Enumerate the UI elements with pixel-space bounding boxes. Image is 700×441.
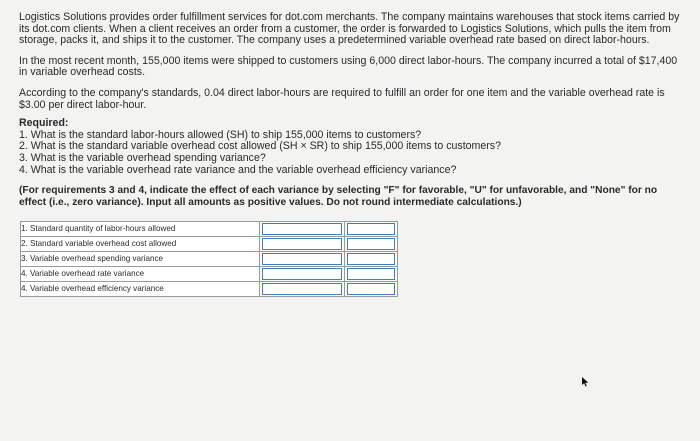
table-row <box>21 236 398 251</box>
mouse-pointer-icon <box>582 377 590 387</box>
effect-select-1[interactable] <box>347 223 395 235</box>
row-label: 4. Variable overhead efficiency variance <box>21 281 260 296</box>
effect-select-4[interactable] <box>347 268 395 280</box>
table-row <box>21 281 398 296</box>
amount-input-5[interactable] <box>262 283 342 295</box>
row-label: 4. Variable overhead rate variance <box>21 266 260 281</box>
recent-month-paragraph: In the most recent month, 155,000 items were shipped to customers using 6,000 direct labor-hours. The company incurred a total of $17,400 in variable overhead costs. <box>19 54 678 79</box>
effect-select-2[interactable] <box>347 238 395 250</box>
required-item-2: 2. What is the standard variable overhead cost allowed (SH × SR) to ship 155,000 items to customers? <box>19 140 501 153</box>
table-row <box>21 221 398 236</box>
required-item-4: 4. What is the variable overhead rate variance and the variable overhead efficiency variance? <box>19 163 457 176</box>
row-label: 2. Standard variable overhead cost allowed <box>21 236 260 251</box>
intro-paragraph: Logistics Solutions provides order fulfillment services for dot.com merchants. The company maintains warehouses that stock items carried by its dot.com clients. When a client receives an order from a customer, the order is forwarded to Logistics Solutions, which pulls the item from storage, packs it, and ships it to the customer. The company uses a predetermined variable overhead rate based on direct labor-hours. <box>19 11 680 47</box>
instruction-text: (For requirements 3 and 4, indicate the effect of each variance by selecting "F" for favorable, "U" for unfavorable, and "None" for no effect (i.e., zero variance). Input all amounts as positive values. Do not round intermediate calculations.) <box>19 185 658 208</box>
required-item-3: 3. What is the variable overhead spending variance? <box>19 151 266 164</box>
table-row <box>21 251 398 266</box>
amount-input-2[interactable] <box>262 238 342 250</box>
table-row <box>21 266 398 281</box>
standards-paragraph: According to the company's standards, 0.04 direct labor-hours are required to fulfill an order for one item and the variable overhead rate is $3.00 per direct labor-hour. <box>19 86 665 111</box>
required-heading: Required: <box>19 117 69 130</box>
required-list <box>19 130 683 176</box>
amount-input-3[interactable] <box>262 253 342 265</box>
effect-select-3[interactable] <box>347 253 395 265</box>
row-label: 3. Variable overhead spending variance <box>21 251 260 266</box>
effect-select-5[interactable] <box>347 283 395 295</box>
row-label: 1. Standard quantity of labor-hours allowed <box>21 221 260 236</box>
amount-input-4[interactable] <box>262 268 342 280</box>
question-page <box>19 12 683 297</box>
required-item-1: 1. What is the standard labor-hours allowed (SH) to ship 155,000 items to customers? <box>19 128 422 141</box>
amount-input-1[interactable] <box>262 223 342 235</box>
answer-table <box>20 221 398 297</box>
